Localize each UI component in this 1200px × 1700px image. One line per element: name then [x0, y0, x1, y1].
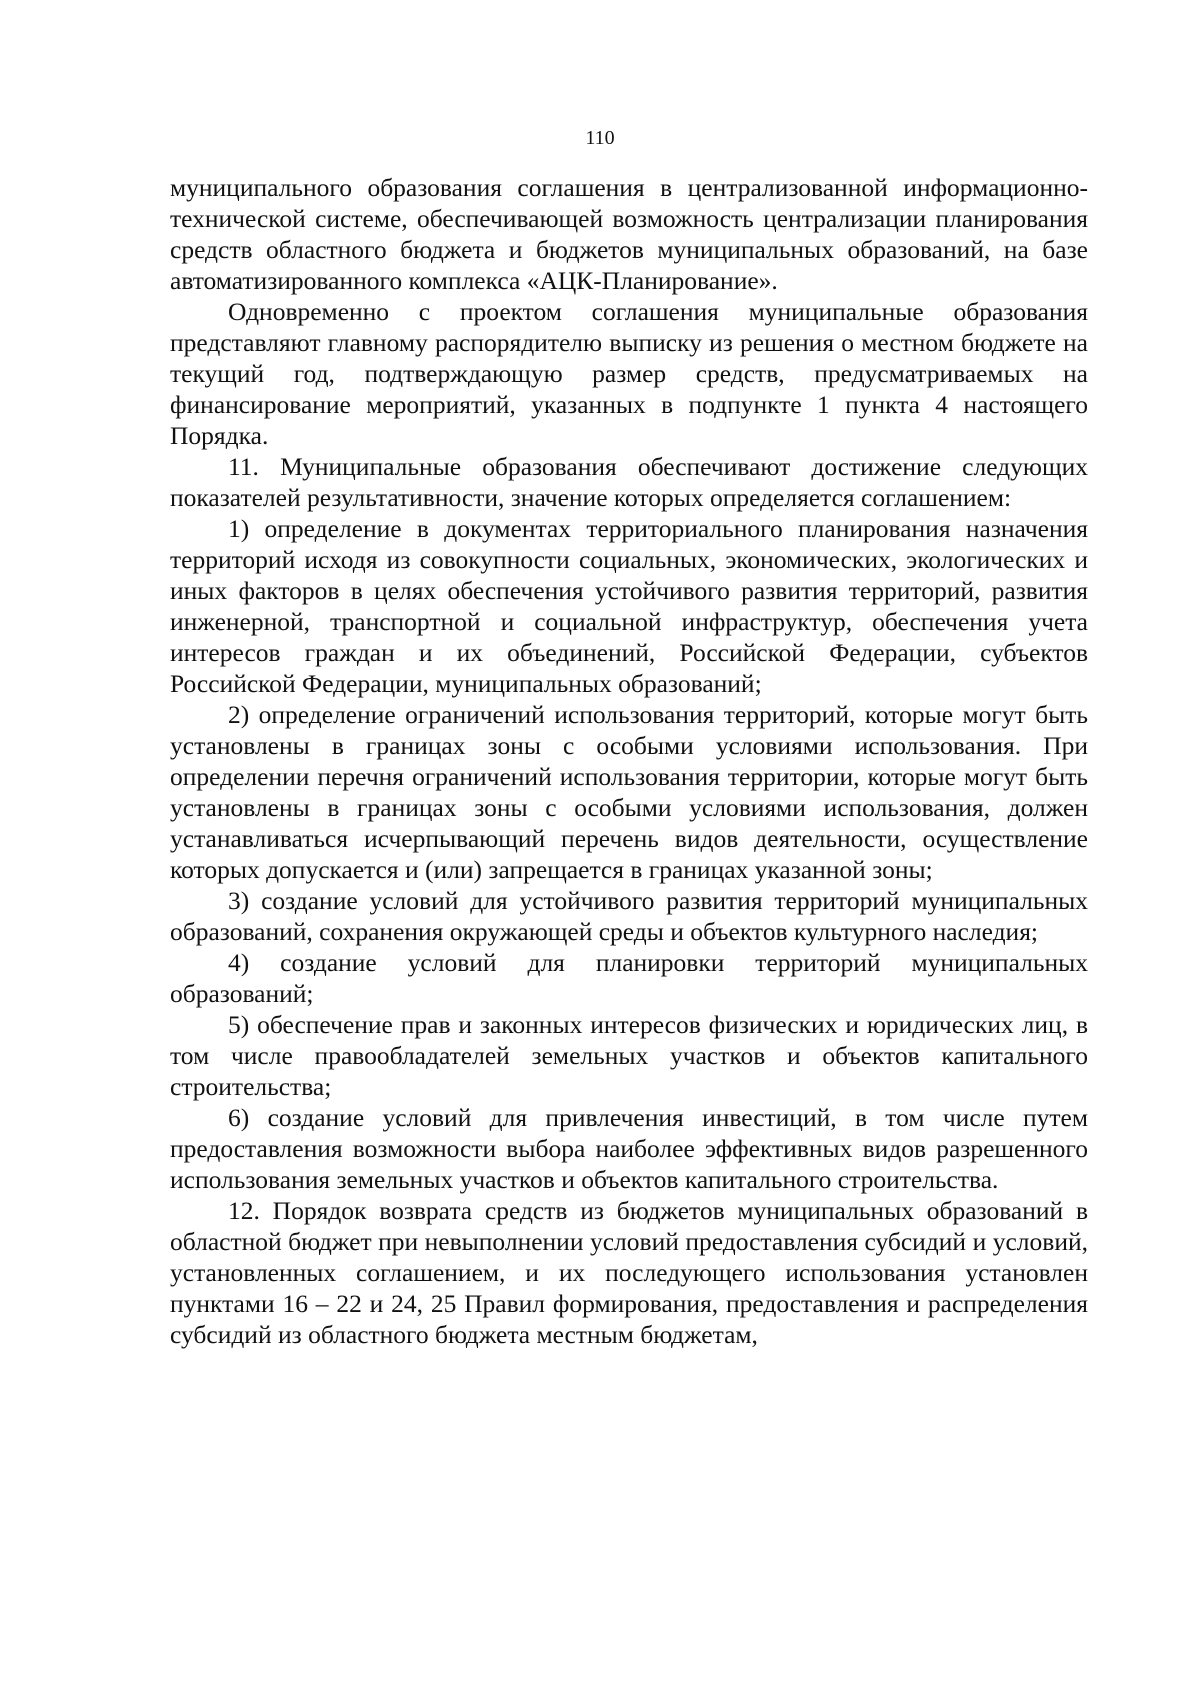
- paragraph-item-3: 3) создание условий для устойчивого развития территорий муниципальных образований, сохранения окружающей среды и объектов культурного наследия;: [170, 886, 1088, 946]
- paragraph-item-6: 6) создание условий для привлечения инвестиций, в том числе путем предоставления возможности выбора наиболее эффективных видов разрешенного использования земельных участков и объектов капитального строительства.: [170, 1103, 1088, 1194]
- paragraph-item-1: 1) определение в документах территориального планирования назначения территорий исходя из совокупности социальных, экономических, экологических и иных факторов в целях обеспечения устойчивого развития территорий, развития инженерной, транспортной и социальной инфраструктур, обеспечения учета интересов граждан и их объединений, Российской Федерации, субъектов Российской Федерации, муниципальных образований;: [170, 514, 1088, 698]
- paragraph-item-4: 4) создание условий для планировки территорий муниципальных образований;: [170, 948, 1088, 1008]
- paragraph-section-11: 11. Муниципальные образования обеспечивают достижение следующих показателей результативности, значение которых определяется соглашением:: [170, 452, 1088, 512]
- document-body: [170, 172, 1088, 1350]
- paragraph-item-2: 2) определение ограничений использования территорий, которые могут быть установлены в границах зоны с особыми условиями использования. При определении перечня ограничений использования территории, которые могут быть установлены в границах зоны с особыми условиями использования, должен устанавливаться исчерпывающий перечень видов деятельности, осуществление которых допускается и (или) запрещается в границах указанной зоны;: [170, 700, 1088, 884]
- paragraph-section-12: 12. Порядок возврата средств из бюджетов муниципальных образований в областной бюджет при невыполнении условий предоставления субсидий и условий, установленных соглашением, и их последующего использования установлен пунктами 16 – 22 и 24, 25 Правил формирования, предоставления и распределения субсидий из областного бюджета местным бюджетам,: [170, 1196, 1088, 1349]
- paragraph-continuation: муниципального образования соглашения в централизованной информационно-технической системе, обеспечивающей возможность централизации планирования средств областного бюджета и бюджетов муниципальных образований, на базе автоматизированного комплекса «АЦК-Планирование».: [170, 173, 1088, 295]
- page-number: 110: [585, 127, 615, 149]
- paragraph-simultaneously: Одновременно с проектом соглашения муниципальные образования представляют главному распорядителю выписку из решения о местном бюджете на текущий год, подтверждающую размер средств, предусматриваемых на финансирование мероприятий, указанных в подпункте 1 пункта 4 настоящего Порядка.: [170, 297, 1088, 450]
- paragraph-item-5: 5) обеспечение прав и законных интересов физических и юридических лиц, в том числе правообладателей земельных участков и объектов капитального строительства;: [170, 1010, 1088, 1101]
